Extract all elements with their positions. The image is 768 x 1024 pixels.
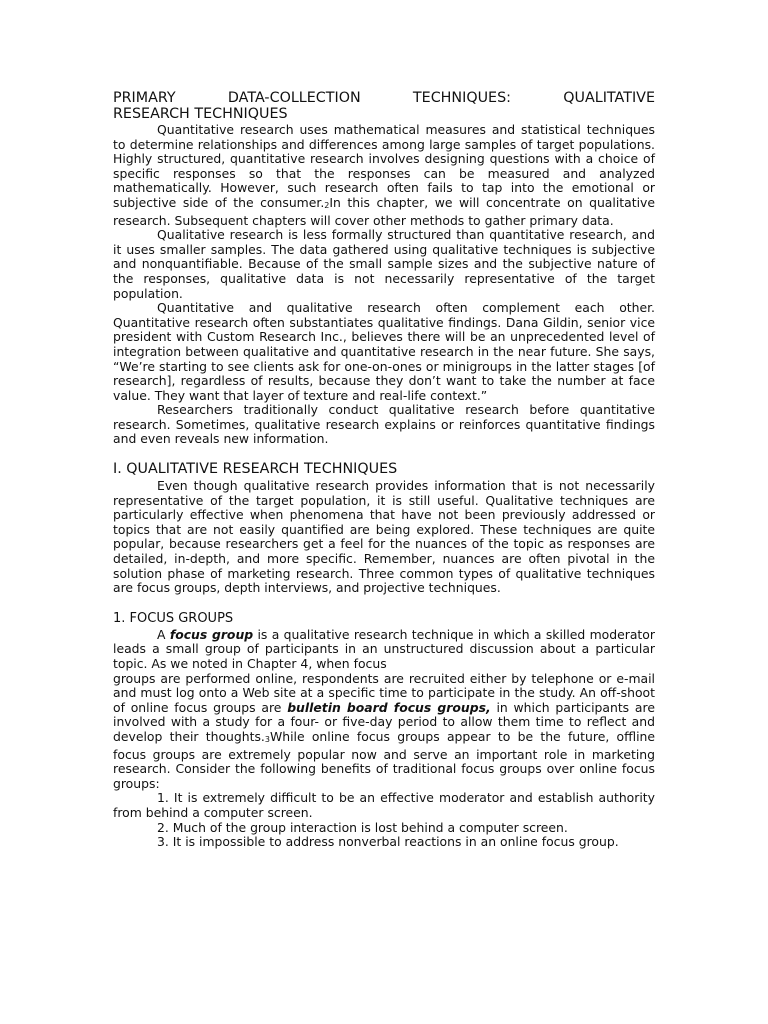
list-item: 1. It is extremely difficult to be an effective moderator and establish authority from behind a computer screen.	[113, 790, 655, 820]
term-focus-group: focus group	[169, 626, 254, 642]
intro-paragraph-1-text-b: In this chapter, we will concentrate on qualitative research. Subsequent chapters will cover other methods to gather primary data.	[113, 194, 655, 228]
focus-paragraph-1	[113, 628, 655, 672]
focus-paragraph-2-text-c: While online focus groups appear to be the future, offline focus groups are extremely popular now and serve an important role in marketing research. Consider the following benefits of traditional focus groups over online focus groups:	[113, 728, 656, 791]
focus-paragraph-1-text-a: A	[157, 626, 166, 642]
focus-paragraph-2-text-b: in which participants are involved with a study for a four- or five-day period to allow them time to reflect and develop their thoughts.	[113, 699, 655, 744]
document-body	[113, 90, 655, 850]
list-item: 3. It is impossible to address nonverbal reactions in an online focus group.	[157, 834, 619, 850]
list-item: 2. Much of the group interaction is lost behind a computer screen.	[157, 819, 568, 835]
document-title-line-2: RESEARCH TECHNIQUES	[113, 106, 288, 122]
focus-paragraph-2-text-a: groups are performed online, respondents are recruited either by telephone or e-mail and must log onto a Web site at a specific time to participate in the study. An off-shoot of online focus groups are	[113, 670, 655, 715]
section-heading-focus-groups: 1. FOCUS GROUPS	[113, 610, 234, 626]
section-heading-qualitative-techniques: I. QUALITATIVE RESEARCH TECHNIQUES	[113, 461, 398, 478]
focus-paragraph-1-text-b: is a qualitative research technique in which a skilled moderator leads a small group of participants in an unstructured discussion about a particular topic. As we noted in Chapter 4, when focus	[113, 626, 655, 671]
footnote-marker: 3	[264, 734, 270, 744]
document-title-line-1: PRIMARY DATA-COLLECTION TECHNIQUES: QUALITATIVE	[113, 90, 655, 106]
intro-paragraph-4: Researchers traditionally conduct qualitative research before quantitative research. Sometimes, qualitative research explains or reinforces quantitative findings and even reveals new information.	[113, 402, 655, 447]
intro-paragraph-2: Qualitative research is less formally structured than quantitative research, and it uses smaller samples. The data gathered using qualitative techniques is subjective and nonquantifiable. Because of the small sample sizes and the subjective nature of the responses, qualitative data is not necessarily representative of the target population.	[113, 227, 655, 301]
section-1-paragraph: Even though qualitative research provides information that is not necessarily representative of the target population, it is still useful. Qualitative techniques are particularly effective when phenomena that have not been previously addressed or topics that are not easily quantified are being explored. These techniques are quite popular, because researchers get a feel for the nuances of the topic as responses are detailed, in-depth, and more specific. Remember, nuances are often pivotal in the solution phase of marketing research. Three common types of qualitative techniques are focus groups, depth interviews, and projective techniques.	[113, 478, 655, 596]
term-bulletin-board-focus-groups: bulletin board focus groups,	[287, 699, 491, 715]
intro-paragraph-1-text-a: Quantitative research uses mathematical measures and statistical techniques to determine relationships and differences among large samples of target populations. Highly structured, quantitative research involves designing questions with a choice of specific responses so that the responses can be measured and analyzed mathematically. However, such research often fails to tap into the emotional or subjective side of the consumer.	[113, 122, 655, 210]
intro-paragraph-1	[113, 123, 655, 228]
footnote-marker: 2	[324, 200, 330, 210]
intro-paragraph-3: Quantitative and qualitative research often complement each other. Quantitative research often substantiates qualitative findings. Dana Gildin, senior vice president with Custom Research Inc., believes there will be an unprecedented level of integration between qualitative and quantitative research in the near future. She says, “We’re starting to see clients ask for one-on-ones or minigroups in the latter stages [of research], regardless of results, because they don’t want to take the number at face value. They want that layer of texture and real-life context.”	[113, 300, 655, 403]
focus-paragraph-2	[113, 672, 655, 792]
